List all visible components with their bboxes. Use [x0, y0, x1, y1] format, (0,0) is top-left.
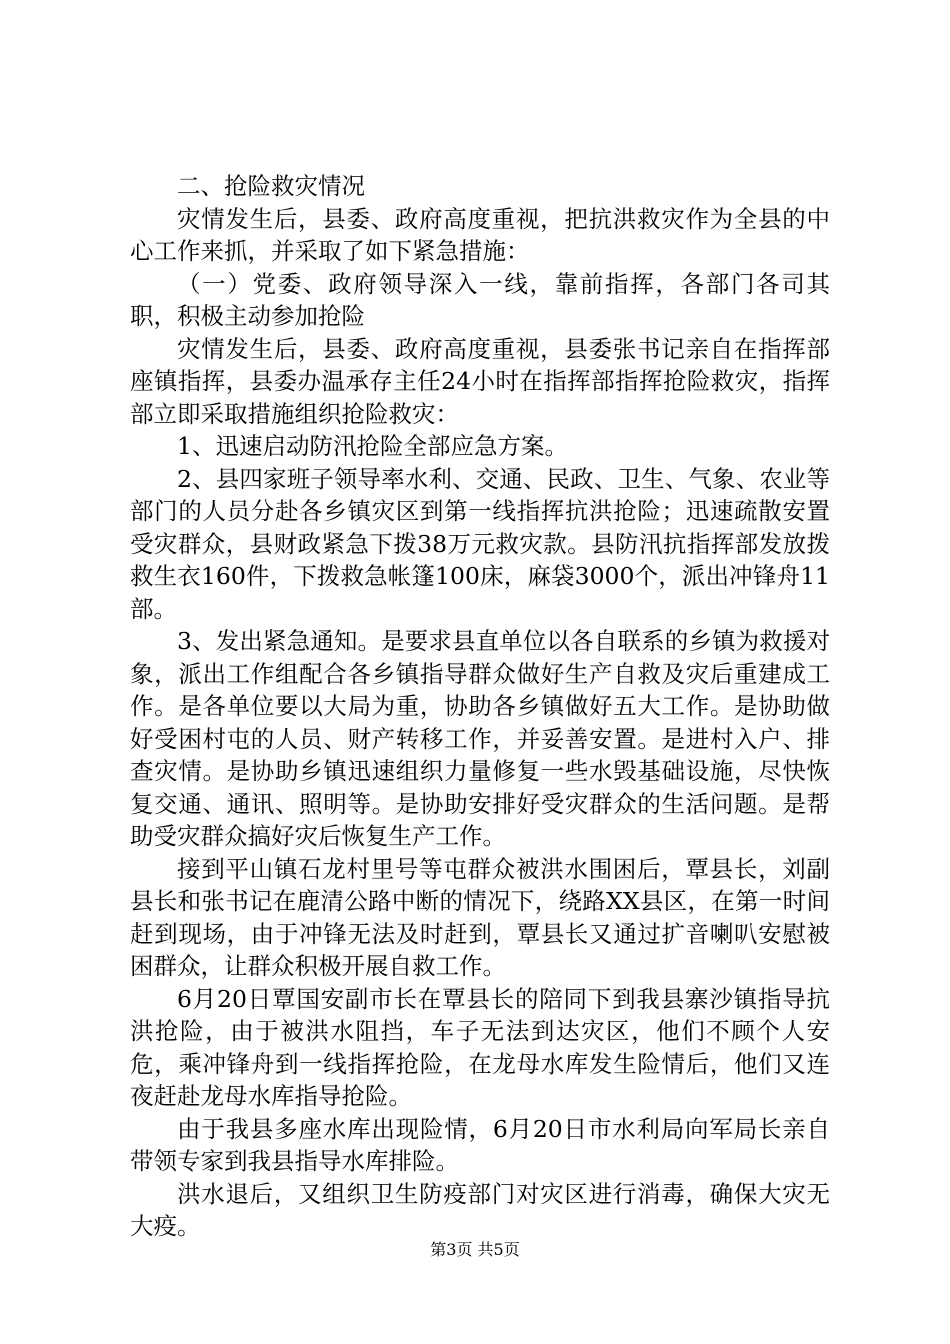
document-body	[130, 170, 830, 1243]
paragraph: 洪水退后，又组织卫生防疫部门对灾区进行消毒，确保大灾无大疫。	[130, 1179, 830, 1240]
paragraph: 灾情发生后，县委、政府高度重视，把抗洪救灾作为全县的中心工作来抓，并采取了如下紧急措施：	[130, 204, 830, 265]
subsection-heading: （一）党委、政府领导深入一线，靠前指挥，各部门各司其职，积极主动参加抢险	[130, 269, 830, 330]
paragraph: 由于我县多座水库出现险情，6月20日市水利局向军局长亲自带领专家到我县指导水库排险。	[130, 1114, 830, 1175]
paragraph: 6月20日覃国安副市长在覃县长的陪同下到我县寨沙镇指导抗洪抢险，由于被洪水阻挡，车子无法到达灾区，他们不顾个人安危，乘冲锋舟到一线指挥抢险，在龙母水库发生险情后，他们又连夜赶赴龙母水库指导抢险。	[130, 984, 830, 1110]
list-item: 2、县四家班子领导率水利、交通、民政、卫生、气象、农业等部门的人员分赴各乡镇灾区到第一线指挥抗洪抢险；迅速疏散安置受灾群众，县财政紧急下拨38万元救灾款。县防汛抗指挥部发放拨救生衣160件，下拨救急帐篷100床，麻袋3000个，派出冲锋舟11部。	[130, 464, 830, 623]
paragraph: 接到平山镇石龙村里号等屯群众被洪水围困后，覃县长，刘副县长和张书记在鹿清公路中断的情况下，绕路XX县区，在第一时间赶到现场，由于冲锋无法及时赶到，覃县长又通过扩音喇叭安慰被困群众，让群众积极开展自救工作。	[130, 854, 830, 980]
page-number-footer: 第3页 共5页	[430, 1240, 520, 1259]
paragraph: 灾情发生后，县委、政府高度重视，县委张书记亲自在指挥部座镇指挥，县委办温承存主任24小时在指挥部指挥抢险救灾，指挥部立即采取措施组织抢险救灾：	[130, 334, 830, 428]
list-item: 3、发出紧急通知。是要求县直单位以各自联系的乡镇为救援对象，派出工作组配合各乡镇指导群众做好生产自救及灾后重建成工作。是各单位要以大局为重，协助各乡镇做好五大工作。是协助做好受困村屯的人员、财产转移工作，并妥善安置。是进村入户、排查灾情。是协助乡镇迅速组织力量修复一些水毁基础设施，尽快恢复交通、通讯、照明等。是协助安排好受灾群众的生活问题。是帮助受灾群众搞好灾后恢复生产工作。	[130, 627, 830, 850]
section-heading: 二、抢险救灾情况	[177, 172, 365, 200]
list-item: 1、迅速启动防汛抢险全部应急方案。	[177, 432, 568, 460]
